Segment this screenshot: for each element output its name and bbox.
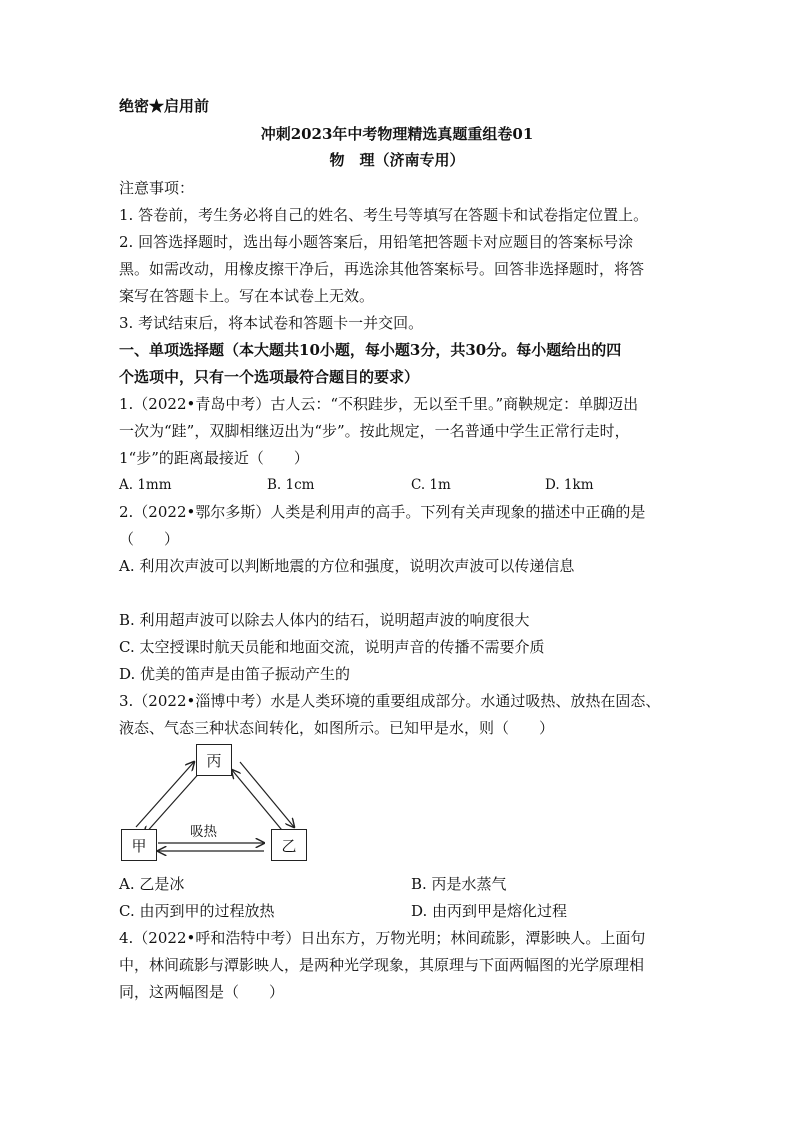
q2-line-2: （ ） — [119, 530, 180, 548]
q4-line-2: 中，林间疏影与潭影映人，是两种光学现象，其原理与下面两幅图的光学原理相 — [119, 956, 645, 974]
arrow-jia-to-bing — [136, 762, 194, 827]
section-heading-line-1: 一、单项选择题（本大题共10小题，每小题3分，共30分。每小题给出的四 — [119, 341, 622, 359]
diagram-label-absorb-heat: 吸热 — [190, 824, 217, 840]
note-2-line-3: 案写在答题卡上。写在本试卷上无效。 — [119, 287, 375, 305]
q1-option-d: D. 1km — [545, 477, 594, 493]
state-box-right: 乙 — [271, 829, 307, 861]
q3-option-d: D. 由丙到甲是熔化过程 — [411, 902, 568, 920]
state-box-left: 甲 — [121, 829, 157, 861]
q1-option-b: B. 1cm — [267, 477, 315, 493]
notes-heading: 注意事项： — [119, 179, 195, 197]
note-1: 1. 答卷前，考生务必将自己的姓名、考生号等填写在答题卡和试卷指定位置上。 — [119, 206, 649, 224]
arrow-yi-to-bing — [232, 770, 286, 835]
q2-option-b: B. 利用超声波可以除去人体内的结石，说明超声波的响度很大 — [119, 611, 530, 629]
q2-option-d: D. 优美的笛声是由笛子振动产生的 — [119, 665, 351, 683]
note-3: 3. 考试结束后，将本试卷和答题卡一并交回。 — [119, 314, 424, 332]
q4-line-3: 同，这两幅图是（ ） — [119, 983, 285, 1001]
q1-line-2: 一次为“跬”，双脚相继迈出为“步”。按此规定，一名普通中学生正常行走时， — [119, 422, 630, 440]
q3-option-c: C. 由丙到甲的过程放热 — [119, 902, 275, 920]
secret-label: 绝密★启用前 — [119, 97, 210, 115]
q2-option-a: A. 利用次声波可以判断地震的方位和强度，说明次声波可以传递信息 — [119, 557, 575, 575]
exam-subtitle: 物 理（济南专用） — [329, 151, 465, 169]
q3-option-a: A. 乙是冰 — [119, 875, 185, 893]
section-heading-line-2: 个选项中，只有一个选项最符合题目的要求） — [119, 368, 420, 386]
arrow-bing-to-yi — [240, 762, 294, 827]
q3-line-2: 液态、气态三种状态间转化，如图所示。已知甲是水，则（ ） — [119, 719, 555, 737]
note-2-line-2: 黑。如需改动，用橡皮擦干净后，再选涂其他答案标号。回答非选择题时，将答 — [119, 260, 645, 278]
q3-option-b: B. 丙是水蒸气 — [411, 875, 507, 893]
q2-option-c: C. 太空授课时航天员能和地面交流，说明声音的传播不需要介质 — [119, 638, 545, 656]
exam-title: 冲刺2023年中考物理精选真题重组卷01 — [260, 125, 534, 143]
note-2-line-1: 2. 回答选择题时，选出每小题答案后，用铅笔把答题卡对应题目的答案标号涂 — [119, 233, 634, 251]
q4-line-1: 4.（2022•呼和浩特中考）日出东方，万物光明；林间疏影，潭影映人。上面句 — [119, 929, 646, 947]
q3-line-1: 3.（2022•淄博中考）水是人类环境的重要组成部分。水通过吸热、放热在固态、 — [119, 692, 661, 710]
q1-option-c: C. 1m — [411, 477, 451, 493]
q1-option-a: A. 1mm — [119, 477, 172, 493]
q2-line-1: 2.（2022•鄂尔多斯）人类是利用声的高手。下列有关声现象的描述中正确的是 — [119, 503, 646, 521]
q1-line-3: 1“步”的距离最接近（ ） — [119, 449, 309, 467]
state-box-top: 丙 — [196, 744, 232, 776]
q1-line-1: 1.（2022•青岛中考）古人云：“不积跬步，无以至千里。”商鞅规定：单脚迈出 — [119, 395, 639, 413]
